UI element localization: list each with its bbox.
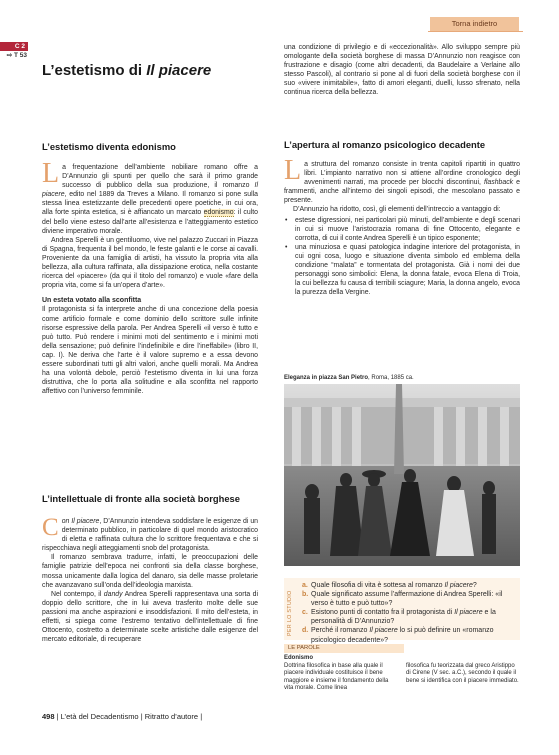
drop-cap: L [42,158,60,189]
list-item: • estese digressioni, nei particolari più minuti, dell’ambiente e degli scenari in cui si muove l’aristocrazia romana di fine Ottocento, elegante e corrotta, di cui il conte Andrea Sperelli è un tipico esponente; [284,216,520,243]
section-heading-edonismo: L’estetismo diventa edonismo [42,141,176,152]
text-ref-link[interactable]: ⇨ T 53 [6,52,27,59]
section-2-body [42,514,258,644]
margin-tag [0,42,28,60]
list-item: • una minuziosa e quasi patologica indagine interiore del protagonista, in cui ogni cosa, luogo e situazione diventa simbolo ed emblema della condizione “malata” e tormentata del protagonista. Già i nomi dei due personaggi sono simbolici: Elena, la donna fatale, evoca Elena di Troia, la cui bellezza fu causa di terribili sciagure; Maria, la donna angelo, evoca la purezza della Vergine. [284,243,520,298]
paragraph: D’Annunzio ha ridotto, così, gli elementi dell’intreccio a vantaggio di: [293,206,501,214]
footer-section: L’età del Decadentismo [60,712,139,721]
glossary-columns [284,655,520,693]
bullet-list [284,216,520,298]
paragraph: Il romanzo sembrava tradurre, infatti, le preoccupazioni delle famiglie patrizie dell’epoca nei confronti sia della classe borghese, mossa unicamente dalla logica del danaro, sia delle masse proletarie che avanzavano sull’onda dell’ideologia marxista. [42,554,258,589]
paragraph: La frequentazione dell’ambiente nobiliare romano offre a D’Annunzio gli spunti per quello che sarà il primo grande successo di pubblico della sua produzione, il romanzo Il piacere, edito nel 1889 da Treves a Milano. Il romanzo si pone sulla stessa linea estetizzante delle precedenti opere poetiche, in cui ora, alla forte spinta estetica, si è affiancato un marcato edonismo: il culto del bello viene esteso dall’arte all’esistenza e l’atteggiamento estetico diviene imperativo morale. [42,158,258,235]
question-item: c. Esistono punti di contatto fra il protagonista di Il piacere e la personalità di D’Annunzio? [302,609,496,626]
glossary-col-1: Edonismo Dottrina filosofica in base alla quale il piacere individuale costituisce il bene maggiore e insieme il fondamento della vita morale. Come linea [284,655,398,693]
glossary-box [284,644,520,693]
glossary-term: Edonismo [284,655,314,661]
top-rule [428,31,523,32]
photo-illustration [284,384,520,566]
question-item: d. Perché il romanzo Il piacere lo si può definire un «romanzo psicologico decadente»? [302,627,494,644]
section-heading-romanzo-psicologico: L’apertura al romanzo psicologico decadente [284,139,486,150]
drop-cap: L [284,155,302,186]
question-item: a. Quale filosofia di vita è sottesa al romanzo Il piacere? [302,582,477,589]
section-heading-intellettuale: L’intellettuale di fronte alla società borghese [42,493,240,504]
study-questions-box [284,578,520,644]
study-label: PER LO STUDIO [287,590,293,636]
glossary-col-2: filosofica fu teorizzata dal greco Aristippo di Cirene (V sec. a.C.), secondo il quale il bene si identifica con il piacere immediato. [406,662,519,684]
chapter-title: L’estetismo di Il piacere [42,62,212,79]
chapter-tag: C 2 [0,42,28,51]
photo-caption: Eleganza in piazza San Pietro, Roma, 1885 ca. [284,375,414,381]
paragraph: Nel contempo, il dandy Andrea Sperelli rappresentava una sorta di doppio dello scrittore, che in lui aveva trasferito molte delle sue passioni ma anche aspirazioni e insoddisfazioni. Il mito dell’esteta, in effetti, si spiega come l’estremo tentativo dell’intellettuale di fine Ottocento, costretto a determinate scelte artistiche dalle esigenze del mercato editoriale, di recuperare [42,590,258,644]
paragraph: Con Il piacere, D’Annunzio intendeva soddisfare le esigenze di un determinato pubblico, in particolare di quel mondo aristocratico di eletta e raffinata cultura che lo scrittore frequentava e che si rispecchiava negli atteggiamenti snob del protagonista. [42,514,258,553]
glossary-header: LE PAROLE [284,644,404,653]
paragraph: La struttura del romanzo consiste in trenta capitoli ripartiti in quattro libri. L’impianto narrativo non si attiene all’ordine cronologico degli avvenimenti narrati, ma procede per blocchi discontinui, flashback e frammenti, anche all’interno dei singoli episodi, che mescolano passato e presente. [284,155,520,205]
paragraph: Andrea Sperelli è un gentiluomo, vive nel palazzo Zuccari in Piazza di Spagna, frequenta il bel mondo, le feste galanti e le corse ai cavalli. Proveniente da una famiglia di artisti, ha vissuto la propria vita alla bellezza, alla cultura raffinata, alla dissipazione erotica, nella costante ricerca del «piacere» (da qui il titolo del romanzo) e vuole «fare della propria vita, come si fa un’opera d’arte». [42,236,258,290]
historical-photo [284,384,520,566]
page-number: 498 [42,712,55,721]
page-footer: 498 | L’età del Decadentismo | Ritratto d’autore | [42,712,203,721]
section-3-body [284,155,520,297]
question-list [302,581,516,645]
glossary-link-edonismo[interactable]: edonismo [203,209,234,217]
drop-cap: C [42,514,59,541]
question-item: b. Quale significato assume l’affermazione di Andrea Sperelli: «il verso è tutto e può tutto»? [302,591,503,608]
continuation-paragraph: una condizione di privilegio e di «eccezionalità». Allo sviluppo sempre più omologante della società borghese di massa D’Annunzio non reagisce con frustrazione e disagio (come altri decadenti, da Baudelaire a Verlaine allo stesso Pascoli), al contrario si pone al di fuori della società borghese con il suo «vivere inimitabile», fatto di amori eleganti, duelli, lusso sfrenato, nella continua ricerca della bellezza. [284,44,520,97]
section-1-body [42,158,258,396]
paragraph: Il protagonista si fa interprete anche di una concezione della poesia come artificio formale e come dominio dello scrittore sulle infinite risorse espressive della parola. Per Andrea Sperelli «il verso è tutto e può tutto. Può rendere i minimi moti del sentimento e i minimi moti della sensazione; può definire l’indefinibile e dire l’ineffabile» (libro II, cap. I). Ne deriva che l’arte è il valore supremo e a essa devono essere subordinati tutti gli altri valori, anche quelli morali. Ma Andrea ha una volontà debole, perciò l’estetismo diventa in lui una forza distruttiva, che lo porta alla solitudine e alla sconfitta nel rapporto affettivo con l’universo femminile. [42,306,258,396]
footer-subsection: Ritratto d’autore [144,712,199,721]
sub-heading: Un esteta votato alla sconfitta [42,297,142,305]
back-button[interactable]: Torna indietro [430,17,519,31]
